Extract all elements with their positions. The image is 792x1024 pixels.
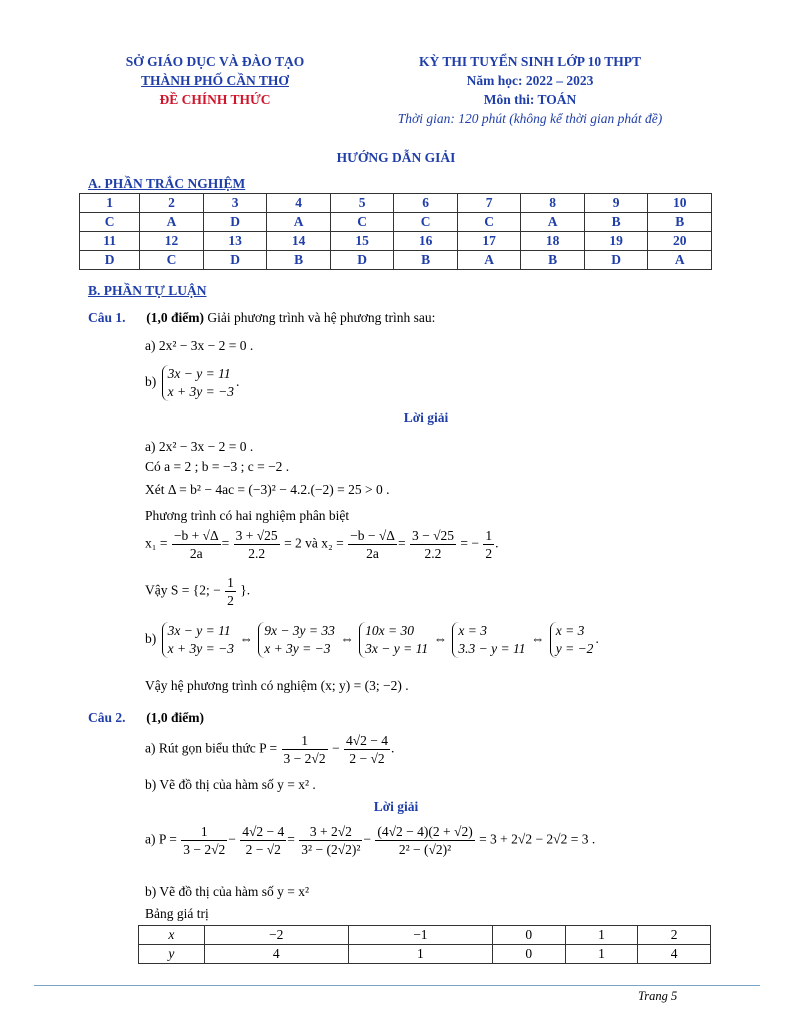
x1-lhs: x₁ = (145, 535, 168, 551)
table-cell: 1 (348, 945, 492, 964)
q2-part-a: a) Rút gọn biểu thức P = $\frac{1}{3 - 2√2}$ − $\frac{4√2 - 4}{2 - √2}$ . (145, 733, 395, 766)
table-cell: A (267, 213, 331, 232)
system-step-2 (258, 622, 335, 658)
table-cell: B (584, 213, 648, 232)
table-cell: 18 (521, 232, 585, 251)
answer-table (79, 193, 712, 270)
subject: Môn thi: TOÁN (483, 92, 577, 107)
equation: 10x = 30 (365, 623, 415, 638)
system-step-4 (452, 622, 525, 658)
q1-part-b: b) 3x − y = 11 x + 3y = −3 . (145, 366, 240, 399)
table-cell: 0 (492, 945, 565, 964)
table-row (80, 213, 712, 232)
q1-sol-a4: Phương trình có hai nghiệm phân biệt (145, 508, 350, 523)
table-cell: 14 (267, 232, 331, 251)
x2-formula (348, 527, 397, 562)
q1-points: (1,0 điểm) (146, 310, 205, 325)
x2-lhs: x₂ = (321, 535, 344, 551)
table-cell: 13 (203, 232, 267, 251)
q2-sol-fraction-1 (181, 823, 227, 858)
table-cell: C (80, 213, 140, 232)
equation: 9x − 3y = 33 (264, 623, 335, 638)
numerator: 1 (227, 575, 234, 590)
table-cell: A (521, 213, 585, 232)
issuer-block (90, 52, 340, 109)
table-cell: 4 (204, 945, 348, 964)
denominator: 2a (366, 546, 379, 561)
q1-sol-a3: Xét Δ = b² − 4ac = (−3)² − 4.2.(−2) = 25 > 0 . (145, 482, 390, 497)
q1-part-a: a) 2x² − 3x − 2 = 0 . (145, 338, 254, 353)
table-cell: 4 (267, 194, 331, 213)
table-cell: 2 (140, 194, 204, 213)
x2-fraction (483, 527, 494, 562)
q1-roots: x₁ = $\frac{-b + √\Delta}{2a}$ = $\frac{3 + √25}{2.2}$ = 2 và x₂ = $\frac{-b - √\Delta}{2a}$ = $\frac{3 - √25}{2.2}$ = − $\frac{1}{2}$ . (145, 528, 499, 561)
denominator: 2.2 (248, 546, 266, 561)
official-exam-label: ĐỀ CHÍNH THỨC (159, 92, 271, 107)
equation: x + 3y = −3 (264, 641, 331, 656)
table-cell: D (80, 251, 140, 270)
table-row (139, 926, 711, 945)
equation: x = 3 (555, 623, 585, 638)
numerator: 4√2 − 4 (242, 824, 285, 839)
table-cell: 3 (203, 194, 267, 213)
q2-a-fraction-2 (344, 732, 390, 767)
equation: x + 3y = −3 (167, 384, 234, 399)
minus-sign: − (331, 740, 340, 756)
q2-a-fraction-1 (282, 732, 328, 767)
table-row (139, 945, 711, 964)
q1-solution-title: Lời giải (403, 410, 449, 425)
table-cell: B (267, 251, 331, 270)
denominator: 2 − √2 (245, 842, 281, 857)
numerator: 3 + √25 (235, 528, 278, 543)
table-row (80, 194, 712, 213)
q2-sol-result: = 3 + 2√2 − 2√2 = 3 . (479, 831, 596, 847)
q2-solution-title: Lời giải (373, 799, 419, 814)
school-year: Năm học: 2022 – 2023 (466, 73, 594, 88)
set-fraction (225, 574, 236, 609)
system-step-5 (550, 622, 594, 658)
set-label: Vậy S = (145, 582, 190, 598)
sol-b-label: b) (145, 631, 157, 647)
denominator: 2.2 (424, 546, 442, 561)
denominator: 3 − 2√2 (283, 751, 326, 766)
table-cell: C (457, 213, 521, 232)
table-cell: C (140, 251, 204, 270)
table-cell: 1 (565, 926, 638, 945)
table-cell: 9 (584, 194, 648, 213)
table-row (80, 232, 712, 251)
table-cell: 12 (140, 232, 204, 251)
table-row (80, 251, 712, 270)
equation: y = −2 (555, 641, 594, 656)
table-cell: 5 (330, 194, 394, 213)
q2-sol-a: a) P = $\frac{1}{3 - 2√2}$ − $\frac{4√2 - 4}{2 - √2}$ = $\frac{3 + 2√2}{\text{3² − (2√2)²}}$ − $\frac{(4√2 - 4)(2 + √2)}{\text{2² − (√2)²}}$ = 3 + 2√2 − 2√2 = 3 . (145, 824, 596, 857)
q2-label: Câu 2. (88, 710, 126, 725)
table-cell: −2 (204, 926, 348, 945)
table-cell: 19 (584, 232, 648, 251)
table-cell: 20 (648, 232, 712, 251)
table-cell: D (203, 213, 267, 232)
table-cell: A (140, 213, 204, 232)
q2-sol-b: b) Vẽ đồ thị của hàm số y = x² (145, 884, 310, 899)
section-b-heading (88, 283, 207, 299)
section-a-heading (88, 176, 245, 192)
q1-prompt: Giải phương trình và hệ phương trình sau: (207, 310, 436, 325)
table-cell: −1 (348, 926, 492, 945)
q1-solution-set (145, 574, 250, 609)
x1-formula (172, 527, 221, 562)
equiv-sign: ⇔ (239, 631, 253, 647)
table-header-x: x (139, 926, 205, 945)
q1-sol-a2: Có a = 2 ; b = −3 ; c = −2 . (145, 459, 290, 474)
table-cell: A (648, 251, 712, 270)
table-cell: C (394, 213, 458, 232)
denominator: 2 (227, 593, 234, 608)
value-table (138, 925, 711, 964)
q2-points: (1,0 điểm) (146, 710, 205, 725)
x2-result: = − (460, 535, 479, 551)
issuer-department: SỞ GIÁO DỤC VÀ ĐÀO TẠO (125, 54, 305, 69)
q1-conclusion: Vậy hệ phương trình có nghiệm (x; y) = (3; −2) . (145, 678, 409, 693)
system-step-1 (162, 622, 234, 658)
numerator: (4√2 − 4)(2 + √2) (377, 824, 473, 839)
time-note: Thời gian: 120 phút (không kể thời gian phát đề) (397, 111, 663, 126)
q2-sol-fraction-3 (299, 823, 362, 858)
equation: 3x − y = 11 (167, 366, 231, 381)
equation: x = 3 (458, 623, 487, 638)
equiv-sign: ⇔ (530, 631, 545, 647)
q1-intro (88, 310, 435, 326)
equation: 3.3 − y = 11 (458, 641, 526, 656)
table-cell: A (457, 251, 521, 270)
numerator: 3 + 2√2 (299, 823, 362, 841)
table-cell: B (648, 213, 712, 232)
table-cell: 4 (638, 945, 711, 964)
page-number: Trang 5 (638, 989, 678, 1003)
numerator: 1 (181, 823, 227, 841)
x1-values (234, 527, 280, 562)
table-cell: 11 (80, 232, 140, 251)
table-cell: 15 (330, 232, 394, 251)
table-cell: 8 (521, 194, 585, 213)
q2-sol-fraction-4 (375, 823, 474, 858)
q2-part-b: b) Vẽ đồ thị của hàm số y = x² . (145, 777, 316, 792)
set-open: {2; − (192, 582, 221, 598)
equation: 3x − y = 11 (365, 641, 429, 656)
issuer-city: THÀNH PHỐ CẦN THƠ (141, 73, 289, 88)
equation: x + 3y = −3 (167, 641, 234, 656)
table-cell: 16 (394, 232, 458, 251)
q2-intro (88, 710, 204, 726)
table-cell: B (521, 251, 585, 270)
denominator: 3² − (2√2)² (301, 842, 361, 857)
denominator: 3 − 2√2 (183, 842, 226, 857)
table-cell: 2 (638, 926, 711, 945)
numerator: 1 (485, 528, 493, 543)
table-cell: 0 (492, 926, 565, 945)
section-b-label: B. PHẦN TỰ LUẬN (88, 283, 207, 298)
numerator: 3 − √25 (411, 528, 454, 543)
x2-values (410, 527, 456, 562)
exam-name: KỲ THI TUYỂN SINH LỚP 10 THPT (418, 54, 642, 69)
table-cell: 7 (457, 194, 521, 213)
table-cell: C (330, 213, 394, 232)
q2-a-text: a) Rút gọn biểu thức P = (145, 740, 278, 756)
table-cell: D (330, 251, 394, 270)
table-header-y: y (139, 945, 205, 964)
q2-sol-lhs: a) P = (145, 831, 177, 847)
system-step-3 (359, 622, 428, 658)
q1-system (162, 365, 234, 401)
equiv-sign: ⇔ (340, 631, 354, 647)
section-a-label: A. PHẦN TRẮC NGHIỆM (88, 176, 246, 191)
q1-sol-a1: a) 2x² − 3x − 2 = 0 . (145, 439, 254, 454)
equiv-sign: ⇔ (433, 631, 447, 647)
table-cell: 1 (565, 945, 638, 964)
table-cell: 10 (648, 194, 712, 213)
q1-label: Câu 1. (88, 310, 126, 325)
numerator: −b − √Δ (350, 528, 395, 543)
numerator: 1 (282, 732, 328, 750)
x1-result: = 2 và (284, 535, 318, 551)
set-close: }. (240, 582, 251, 598)
q1-system-solution: b) 3x − y = 11 x + 3y = −3 ⇔ 9x − 3y = 33 x + 3y = −3 ⇔ 10x = 30 3x − y = 11 ⇔ x = 3 3.3 − y = 11 ⇔ x = 3 y = −2 . (145, 623, 599, 656)
numerator: −b + √Δ (173, 528, 219, 543)
denominator: 2 (485, 546, 493, 561)
q2-sol-fraction-2 (240, 823, 286, 858)
value-table-title: Bảng giá trị (145, 906, 209, 921)
denominator: 2 − √2 (349, 751, 385, 766)
table-cell: 17 (457, 232, 521, 251)
table-cell: 6 (394, 194, 458, 213)
numerator: 4√2 − 4 (345, 733, 388, 748)
footer-divider (34, 985, 760, 986)
table-cell: B (394, 251, 458, 270)
denominator: 2a (189, 546, 203, 561)
q1-b-label: b) (145, 374, 157, 390)
exam-info-block (360, 52, 700, 128)
table-cell: D (203, 251, 267, 270)
table-cell: 1 (80, 194, 140, 213)
equation: 3x − y = 11 (167, 623, 231, 638)
page-title: HƯỚNG DẪN GIẢI (336, 150, 456, 165)
table-cell: D (584, 251, 648, 270)
denominator: 2² − (√2)² (398, 842, 452, 857)
